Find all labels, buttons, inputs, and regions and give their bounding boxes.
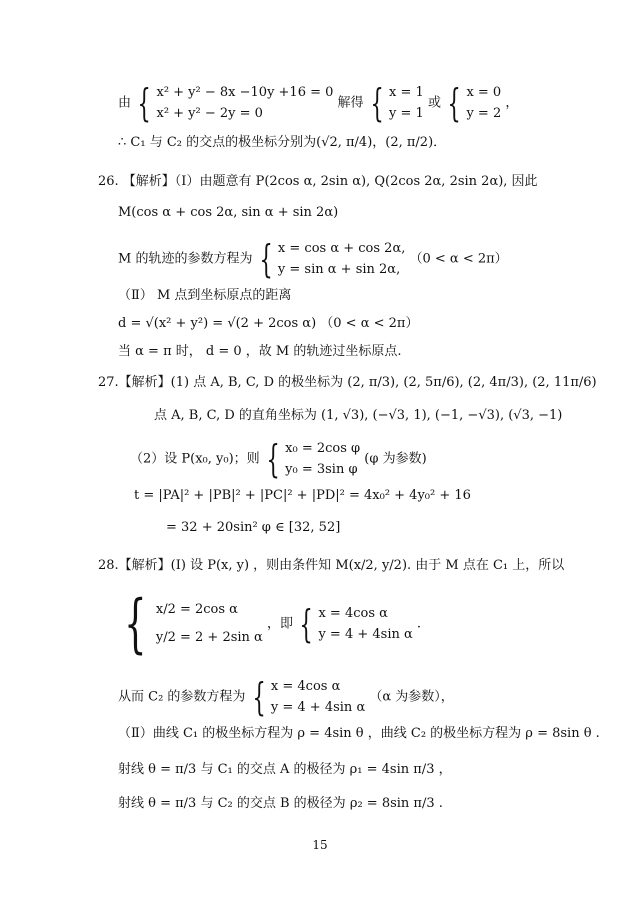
page-number: 15 <box>312 838 328 852</box>
p26-eq1: x = cos α + cos 2α, <box>277 241 406 256</box>
system-equation-1 <box>118 82 518 124</box>
p28-system <box>118 587 422 661</box>
p27-rect-coords: 点 A, B, C, D 的直角坐标为 (1, √3), (−√3, 1), (−1, −√3), (√3, −1) <box>154 408 563 423</box>
p28-from-suffix: （α 为参数）， <box>369 689 454 705</box>
p26-eq2: y = sin α + sin 2α, <box>277 262 401 277</box>
p27-eq1: x₀ = 2cos φ <box>285 441 361 456</box>
sys1-or: 或 <box>427 95 441 111</box>
left-brace: { <box>447 81 461 125</box>
sys1-eq1: x² + y² − 8x −10y +16 = 0 <box>156 85 334 100</box>
left-brace: { <box>370 81 384 125</box>
sys1-solution-2 <box>466 82 501 124</box>
p26-part-ii: （Ⅱ） M 点到坐标原点的距离 <box>118 288 292 303</box>
sys1-equations <box>156 82 333 124</box>
p26-distance: d = √(x² + y²) = √(2 + 2cos α) （0 < α < 2π） <box>118 316 419 331</box>
p28-from-eq1: x = 4cos α <box>270 679 341 694</box>
p28-eq2: y/2 = 2 + 2sin α <box>155 630 263 645</box>
left-brace: { <box>137 81 151 125</box>
p27-t-expression: t = |PA|² + |PB|² + |PC|² + |PD|² = 4x₀² + 4y₀² + 16 <box>134 488 471 503</box>
sys1-solution-1 <box>389 82 424 124</box>
p28-from-eq2: y = 4 + 4sin α <box>270 700 366 715</box>
left-brace: { <box>266 437 280 481</box>
problem-26-heading: 26. 【解析】（Ⅰ）由题意有 P(2cos α, 2sin α), Q(2cos 2α, 2sin 2α), 因此 <box>98 174 538 189</box>
sol1b: y = 1 <box>389 106 424 121</box>
p27-t-range: = 32 + 20sin² φ ∈ [32, 52] <box>166 520 341 535</box>
p28-sys-end: . <box>416 616 422 632</box>
left-brace: { <box>252 675 266 719</box>
p26-conclusion: 当 α = π 时， d = 0 ，故 M 的轨迹过坐标原点. <box>118 344 402 359</box>
p28-c2-parametric <box>118 676 454 718</box>
sys1-mid: 解得 <box>337 95 364 111</box>
p28-res2: y = 4 + 4sin α <box>318 627 413 642</box>
sys1-eq2: x² + y² − 2y = 0 <box>156 106 263 121</box>
p28-ray-2: 射线 θ = π/3 与 C₂ 的交点 B 的极径为 ρ₂ = 8sin π/3 . <box>118 796 443 811</box>
p28-eq1: x/2 = 2cos α <box>155 602 238 617</box>
p28-sys-left <box>156 596 263 652</box>
sol1a: x = 1 <box>389 85 424 100</box>
p26-param-prefix: M 的轨迹的参数方程为 <box>118 251 253 267</box>
p28-sys-right <box>318 603 412 645</box>
therefore-line: ∴ C₁ 与 C₂ 的交点的极坐标分别为(√2, π/4)，(2, π/2)． <box>118 135 447 150</box>
p28-res1: x = 4cos α <box>318 606 388 621</box>
p27-set-p <box>130 438 427 480</box>
left-brace: { <box>299 602 313 646</box>
p26-param-system <box>278 238 405 280</box>
p27-eq2: y₀ = 3sin φ <box>285 462 358 477</box>
p26-parametric <box>118 238 508 280</box>
p28-sys-mid: ，即 <box>266 616 293 632</box>
problem-27-heading: 27.【解析】(1) 点 A, B, C, D 的极坐标为 (2, π/3), (2, 5π/6), (2, 4π/3), (2, 11π/6) <box>98 375 597 390</box>
p28-from-system <box>271 676 365 718</box>
left-brace: { <box>259 237 273 281</box>
sol2a: x = 0 <box>466 85 502 100</box>
sol2b: y = 2 <box>466 106 502 121</box>
p27-set-system <box>285 438 360 480</box>
sys1-prefix: 由 <box>118 95 132 111</box>
p26-m-point: M(cos α + cos 2α, sin α + sin 2α) <box>118 205 339 220</box>
p27-set-prefix: （2）设 P(x₀, y₀)；则 <box>130 451 260 467</box>
p28-from-prefix: 从而 C₂ 的参数方程为 <box>118 689 246 705</box>
p27-set-suffix: (φ 为参数) <box>364 451 427 467</box>
left-brace: { <box>124 587 147 661</box>
sys1-end: ， <box>505 95 519 111</box>
problem-28-heading: 28.【解析】(I) 设 P(x, y) ，则由条件知 M(x/2, y/2). 由于 M 点在 C₁ 上，所以 <box>98 558 565 573</box>
p26-param-range: （0 < α < 2π） <box>409 251 508 267</box>
p28-ray-1: 射线 θ = π/3 与 C₁ 的交点 A 的极径为 ρ₁ = 4sin π/3 ， <box>118 762 452 777</box>
p28-part-ii: （Ⅱ）曲线 C₁ 的极坐标方程为 ρ = 4sin θ ，曲线 C₂ 的极坐标方程为 ρ = 8sin θ . <box>118 726 600 741</box>
